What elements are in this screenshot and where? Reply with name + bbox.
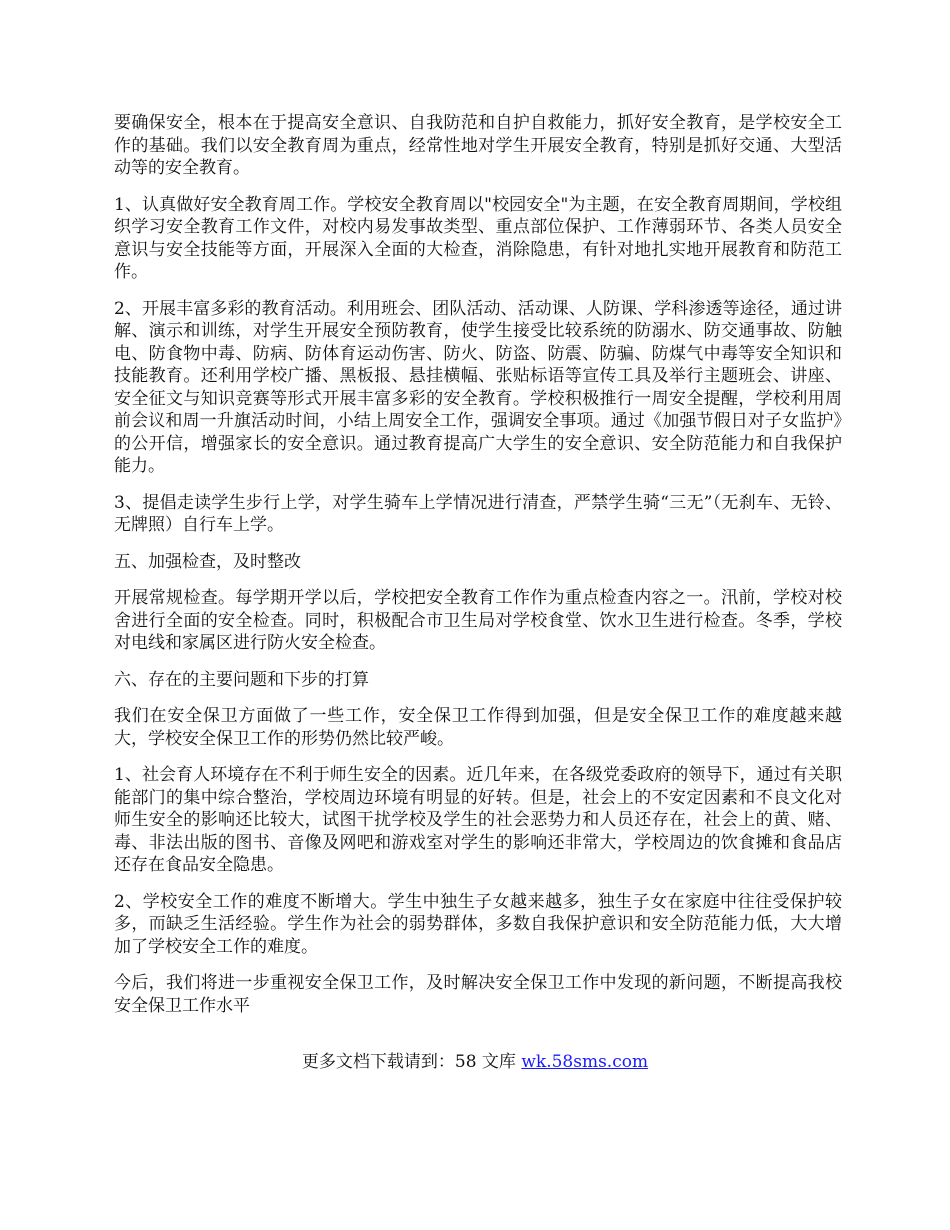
footer-link[interactable]: wk.58sms.com (521, 1052, 649, 1072)
paragraph-education-activities: 2、开展丰富多彩的教育活动。利用班会、团队活动、活动课、人防课、学科渗透等途径，通过讲解、演示和训练，对学生开展安全预防教育，使学生接受比较系统的防溺水、防交通事故、防触电、防食物中毒、防病、防体育运动伤害、防火、防盗、防震、防骗、防煤气中毒等安全知识和技能教育。还利用学校广播、黑板报、悬挂横幅、张贴标语等宣传工具及举行主题班会、讲座、安全征文与知识竞赛等形式开展丰富多彩的安全教育。学校积极推行一周安全提醒，学校利用周前会议和周一升旗活动时间，小结上周安全工作，强调安全事项。通过《加强节假日对子女监护》的公开信，增强家长的安全意识。通过教育提高广大学生的安全意识、安全防范能力和自我保护能力。 (114, 298, 842, 476)
section-heading-inspection: 五、加强检查，及时整改 (114, 551, 301, 572)
paragraph-difficulty: 2、学校安全工作的难度不断增大。学生中独生子女越来越多，独生子女在家庭中往往受保护较多，而缺乏生活经验。学生作为社会的弱势群体，多数自我保护意识和安全防范能力低，大大增加了学校安全工作的难度。 (114, 891, 842, 957)
document-body (114, 112, 842, 1031)
footer (0, 1051, 950, 1073)
paragraph-safety-week: 1、认真做好安全教育周工作。学校安全教育周以"校园安全"为主题，在安全教育周期间，学校组织学习安全教育工作文件，对校内易发事故类型、重点部位保护、工作薄弱环节、各类人员安全意识与安全技能等方面，开展深入全面的大检查，消除隐患，有针对地扎实地开展教育和防范工作。 (114, 194, 842, 282)
paragraph-intro: 要确保安全，根本在于提高安全意识、自我防范和自护自救能力，抓好安全教育，是学校安全工作的基础。我们以安全教育周为重点，经常性地对学生开展安全教育，特别是抓好交通、大型活动等的安全教育。 (114, 113, 842, 178)
paragraph-problems-intro: 我们在安全保卫方面做了一些工作，安全保卫工作得到加强，但是安全保卫工作的难度越来越大，学校安全保卫工作的形势仍然比较严峻。 (114, 706, 842, 749)
paragraph-social-environment: 1、社会育人环境存在不利于师生安全的因素。近几年来，在各级党委政府的领导下，通过有关职能部门的集中综合整治，学校周边环境有明显的好转。但是，社会上的不安定因素和不良文化对师生安全的影响还比较大，试图干扰学校及学生的社会恶势力和人员还存在，社会上的黄、赌、毒、非法出版的图书、音像及网吧和游戏室对学生的影响还非常大，学校周边的饮食摊和食品店还存在食品安全隐患。 (114, 765, 842, 875)
paragraph-future-plan: 今后，我们将进一步重视安全保卫工作，及时解决安全保卫工作中发现的新问题，不断提高我校安全保卫工作水平 (114, 973, 842, 1016)
paragraph-walking-to-school: 3、提倡走读学生步行上学，对学生骑车上学情况进行清查，严禁学生骑“三无”（无刹车、无铃、无牌照）自行车上学。 (114, 492, 842, 535)
paragraph-routine-inspection: 开展常规检查。每学期开学以后，学校把安全教育工作作为重点检查内容之一。汛前，学校对校舍进行全面的安全检查。同时，积极配合市卫生局对学校食堂、饮水卫生进行检查。冬季，学校对电线和家属区进行防火安全检查。 (114, 588, 842, 653)
section-heading-problems: 六、存在的主要问题和下步的打算 (114, 669, 369, 690)
footer-text: 更多文档下载请到：58 文库 (301, 1052, 522, 1072)
